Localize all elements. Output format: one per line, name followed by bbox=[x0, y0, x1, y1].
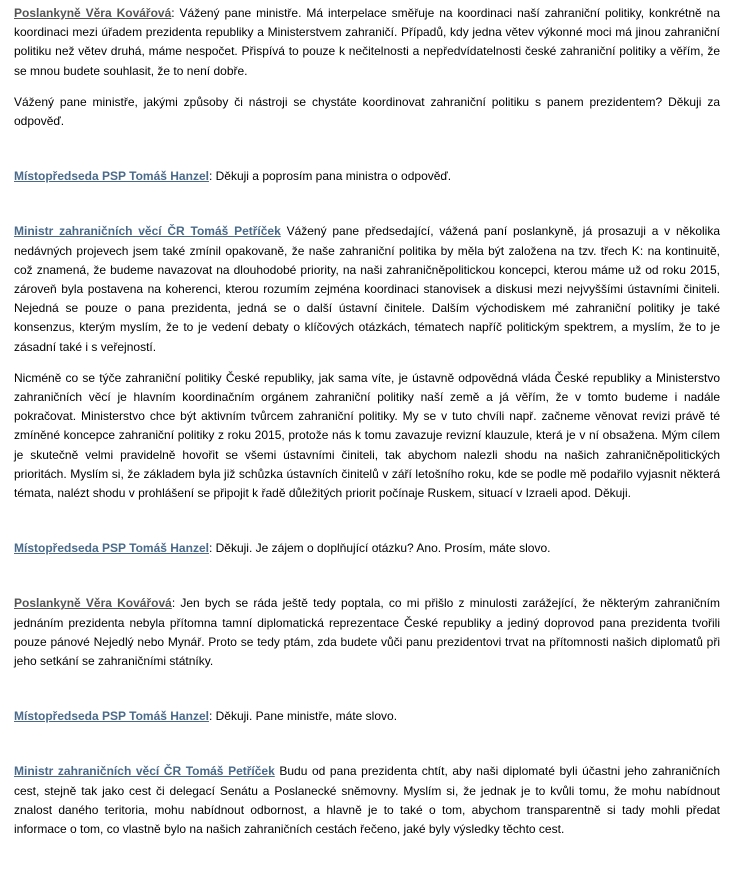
speech-paragraph bbox=[14, 369, 720, 503]
speaker-link-hanzel[interactable]: Místopředseda PSP Tomáš Hanzel bbox=[14, 709, 209, 724]
speaker-link-petricek[interactable]: Ministr zahraničních věcí ČR Tomáš Petříček bbox=[14, 224, 281, 239]
speech-paragraph bbox=[14, 222, 720, 356]
speech-text: Vážený pane předsedající, vážená paní poslankyně, já prosazuji a v několika nedávných projevech jsem také zmínil opakovaně, že naše zahraniční politika by měla být založena na tzv. třech K: na kontinuitě, což znamená, že budeme navazovat na dlouhodobé priority, na naši zahraničněpolitickou koncepci, kterou máme už od roku 2015, zároveň byla postavena na koherenci, kterou rozumím zejména koordinaci stanovisek a diskusi mezi nejvyššími ústavními činiteli. Nejedná se pouze o pana prezidenta, jedná se o další ústavní činitele. Dalším východiskem mé zahraniční politiky je také konsenzus, kterým myslím, že to je vedení debaty o klíčových otázkách, tématech napříč politickým spektrem, a myslím, že to je zásadní také i s veřejností. bbox=[14, 224, 720, 354]
speech-paragraph bbox=[14, 167, 720, 186]
speech-paragraph bbox=[14, 594, 720, 671]
paragraph-gap bbox=[14, 143, 720, 167]
speaker-separator: : bbox=[208, 709, 216, 724]
paragraph-gap bbox=[14, 515, 720, 539]
speech-text: Děkuji a poprosím pana ministra o odpověď. bbox=[215, 169, 452, 184]
paragraph-gap bbox=[14, 570, 720, 594]
speech-paragraph bbox=[14, 539, 720, 558]
paragraph-gap bbox=[14, 683, 720, 707]
speaker-link-kovarova[interactable]: Poslankyně Věra Kovářová bbox=[14, 596, 172, 611]
speech-text: Nicméně co se týče zahraniční politiky České republiky, jak sama víte, je ústavně odpovědná vláda České republiky a Ministerstvo zahraničních věcí je hlavním koordinačním orgánem zahraniční politiky naší země a já věřím, že v tomto budeme i nadále pokračovat. Ministerstvo chce být aktivním tvůrcem zahraniční politiky. My se v tuto chvíli např. začneme věnovat revizi právě té zmíněné koncepce zahraniční politiky z roku 2015, protože nás k tomu zavazuje revizní klauzule, která je v ní obsažena. Mým cílem je skutečně velmi pravidelně hovořit se všemi ústavními činiteli, tak abychom nalezli shodu na našich zahraničněpolitických prioritách. Myslím si, že základem byla již schůzka ústavních činitelů v září letošního roku, kde se podle mě podařilo vyjasnit některá témata, nalézt shodu v prohlášení se připojit k řadě důležitých priorit počínaje Ruskem, situací v Izraeli apod. Děkuji. bbox=[14, 370, 720, 501]
speaker-separator: : bbox=[171, 596, 181, 611]
speech-paragraph bbox=[14, 707, 720, 726]
speaker-separator: : bbox=[171, 6, 180, 20]
speaker-separator: : bbox=[208, 541, 216, 556]
speech-text: Děkuji. Pane ministře, máte slovo. bbox=[215, 709, 398, 724]
speech-text: Budu od pana prezidenta chtít, aby naši diplomaté byli účastni jeho zahraničních cest, stejně tak jako cest či delegací Senátu a Poslanecké sněmovny. Myslím si, že jednak je to kvůli tomu, že mohu nabídnout znalost daného teritoria, mohu nabídnout odbornost, a hlavně je to také o tom, abychom transparentně si tady mohli předat informace o tom, co vlastně bylo na našich zahraničních cestách řečeno, jaké byly výsledky těchto cest. bbox=[14, 764, 721, 837]
speech-text: Vážený pane ministře. Má interpelace směřuje na koordinaci naší zahraniční politiky, konkrétně na koordinaci mezi úřadem prezidenta republiky a Ministerstvem zahraničí. Případů, kdy jedna větev výkonné moci má jinou zahraniční politiku než větev druhá, máme nespočet. Přispívá to pouze k nečitelnosti a nepředvídatelnosti české zahraniční politiky a věřím, že se mnou budete souhlasit, že to není dobře. bbox=[14, 6, 721, 78]
speech-text: Jen bych se ráda ještě tedy poptala, co mi přišlo z minulosti zarážející, že některým zahraničním jednáním prezidenta nebyla přítomna tamní diplomatická reprezentace České republiky a jediný doprovod pana prezidenta tvořili pouze pánové Nejedlý nebo Mynář. Proto se tedy ptám, zda budete vůči panu prezidentovi trvat na přítomnosti našich diplomatů při jeho setkání se zahraničními státníky. bbox=[14, 596, 721, 669]
paragraph-gap bbox=[14, 198, 720, 222]
speaker-link-kovarova[interactable]: Poslankyně Věra Kovářová bbox=[14, 6, 172, 20]
speech-text: Děkuji. Je zájem o doplňující otázku? Ano. Prosím, máte slovo. bbox=[215, 541, 551, 556]
speech-paragraph bbox=[14, 4, 720, 81]
paragraph-gap bbox=[14, 738, 720, 762]
speech-paragraph bbox=[14, 93, 720, 131]
speech-text: Vážený pane ministře, jakými způsoby či nástroji se chystáte koordinovat zahraniční politiku s panem prezidentem? Děkuji za odpověď. bbox=[14, 94, 720, 129]
speaker-separator: : bbox=[208, 169, 216, 184]
speaker-link-hanzel[interactable]: Místopředseda PSP Tomáš Hanzel bbox=[14, 541, 209, 556]
speaker-link-petricek[interactable]: Ministr zahraničních věcí ČR Tomáš Petříček bbox=[14, 764, 275, 779]
speaker-link-hanzel[interactable]: Místopředseda PSP Tomáš Hanzel bbox=[14, 169, 209, 184]
speech-paragraph bbox=[14, 762, 720, 839]
